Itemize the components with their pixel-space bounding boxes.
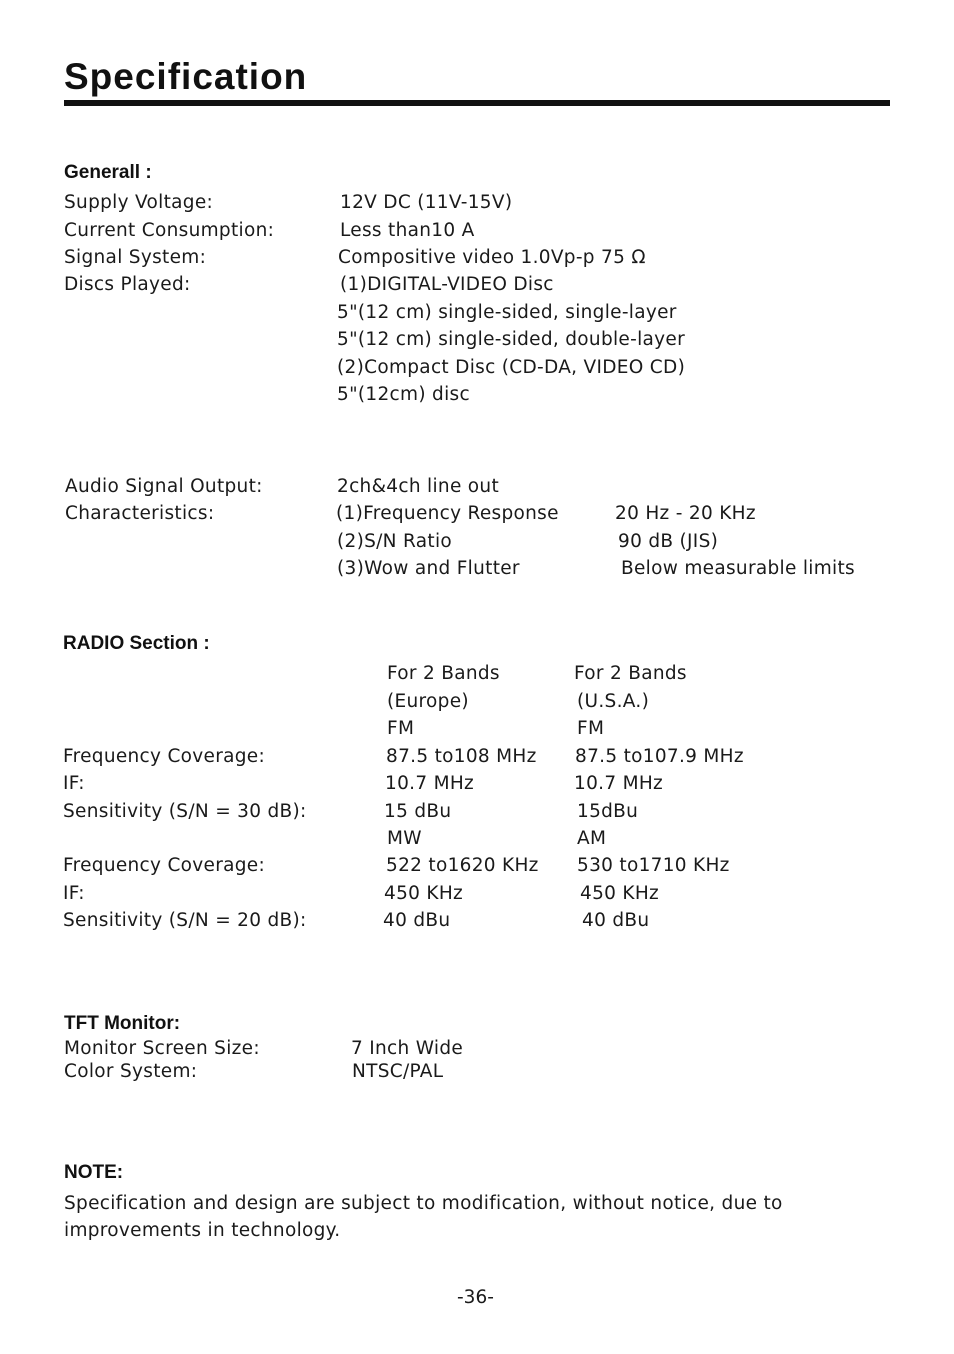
fm-sensitivity-europe: 15 dBu <box>384 801 452 822</box>
mw-band-label: MW <box>387 828 422 849</box>
am-frequency-europe: 522 to1620 KHz <box>386 855 539 876</box>
note-text-line: improvements in technology. <box>64 1220 341 1241</box>
fm-if-usa: 10.7 MHz <box>574 773 664 794</box>
am-if-usa: 450 KHz <box>580 883 660 904</box>
current-consumption-value: Less than10 A <box>340 220 475 241</box>
characteristics-label: Characteristics: <box>65 503 215 524</box>
audio-output-label: Audio Signal Output: <box>65 476 263 497</box>
current-consumption-label: Current Consumption: <box>64 220 275 241</box>
discs-played-label: Discs Played: <box>64 274 191 295</box>
fm-if-label: IF: <box>63 773 85 794</box>
usa-region-label: (U.S.A.) <box>577 691 650 712</box>
characteristic-value: Below measurable limits <box>621 558 855 579</box>
note-text-line: Specification and design are subject to modification, without notice, due to <box>64 1193 783 1214</box>
disc-format-line: 5"(12cm) disc <box>337 384 470 405</box>
color-system-label: Color System: <box>64 1061 198 1082</box>
europe-band-header: For 2 Bands <box>387 663 500 684</box>
am-sensitivity-usa: 40 dBu <box>582 910 650 931</box>
supply-voltage-label: Supply Voltage: <box>64 192 214 213</box>
usa-fm-label: FM <box>577 718 605 739</box>
europe-region-label: (Europe) <box>387 691 469 712</box>
color-system-value: NTSC/PAL <box>352 1061 444 1082</box>
signal-system-value: Compositive video 1.0Vp-p 75 Ω <box>338 247 646 268</box>
characteristic-value: 20 Hz - 20 KHz <box>615 503 756 524</box>
characteristic-name: (2)S/N Ratio <box>337 531 452 552</box>
screen-size-value: 7 Inch Wide <box>351 1038 464 1059</box>
characteristic-name: (1)Frequency Response <box>336 503 559 524</box>
disc-format-line: (2)Compact Disc (CD-DA, VIDEO CD) <box>337 357 686 378</box>
am-if-label: IF: <box>63 883 85 904</box>
characteristic-value: 90 dB (JIS) <box>618 531 719 552</box>
am-band-label: AM <box>577 828 607 849</box>
audio-output-value: 2ch&4ch line out <box>337 476 500 497</box>
radio-heading: RADIO Section : <box>63 633 210 654</box>
discs-played-value: (1)DIGITAL-VIDEO Disc <box>340 274 554 295</box>
am-sensitivity-europe: 40 dBu <box>383 910 451 931</box>
fm-frequency-usa: 87.5 to107.9 MHz <box>575 746 744 767</box>
usa-band-header: For 2 Bands <box>574 663 687 684</box>
fm-frequency-europe: 87.5 to108 MHz <box>386 746 537 767</box>
am-frequency-label: Frequency Coverage: <box>63 855 266 876</box>
characteristic-name: (3)Wow and Flutter <box>337 558 520 579</box>
supply-voltage-value: 12V DC (11V-15V) <box>340 192 513 213</box>
am-if-europe: 450 KHz <box>384 883 464 904</box>
disc-format-line: 5"(12 cm) single-sided, single-layer <box>337 302 677 323</box>
disc-format-line: 5"(12 cm) single-sided, double-layer <box>337 329 685 350</box>
screen-size-label: Monitor Screen Size: <box>64 1038 260 1059</box>
note-heading: NOTE: <box>64 1162 124 1183</box>
fm-frequency-label: Frequency Coverage: <box>63 746 266 767</box>
fm-sensitivity-usa: 15dBu <box>577 801 639 822</box>
title-rule <box>64 100 890 106</box>
page-title: Specification <box>64 56 308 97</box>
general-heading: Generall : <box>64 162 152 183</box>
fm-if-europe: 10.7 MHz <box>385 773 475 794</box>
signal-system-label: Signal System: <box>64 247 207 268</box>
europe-fm-label: FM <box>387 718 415 739</box>
am-frequency-usa: 530 to1710 KHz <box>577 855 730 876</box>
fm-sensitivity-label: Sensitivity (S/N = 30 dB): <box>63 801 307 822</box>
tft-heading: TFT Monitor: <box>64 1013 181 1034</box>
page-number: -36- <box>457 1287 494 1308</box>
am-sensitivity-label: Sensitivity (S/N = 20 dB): <box>63 910 307 931</box>
